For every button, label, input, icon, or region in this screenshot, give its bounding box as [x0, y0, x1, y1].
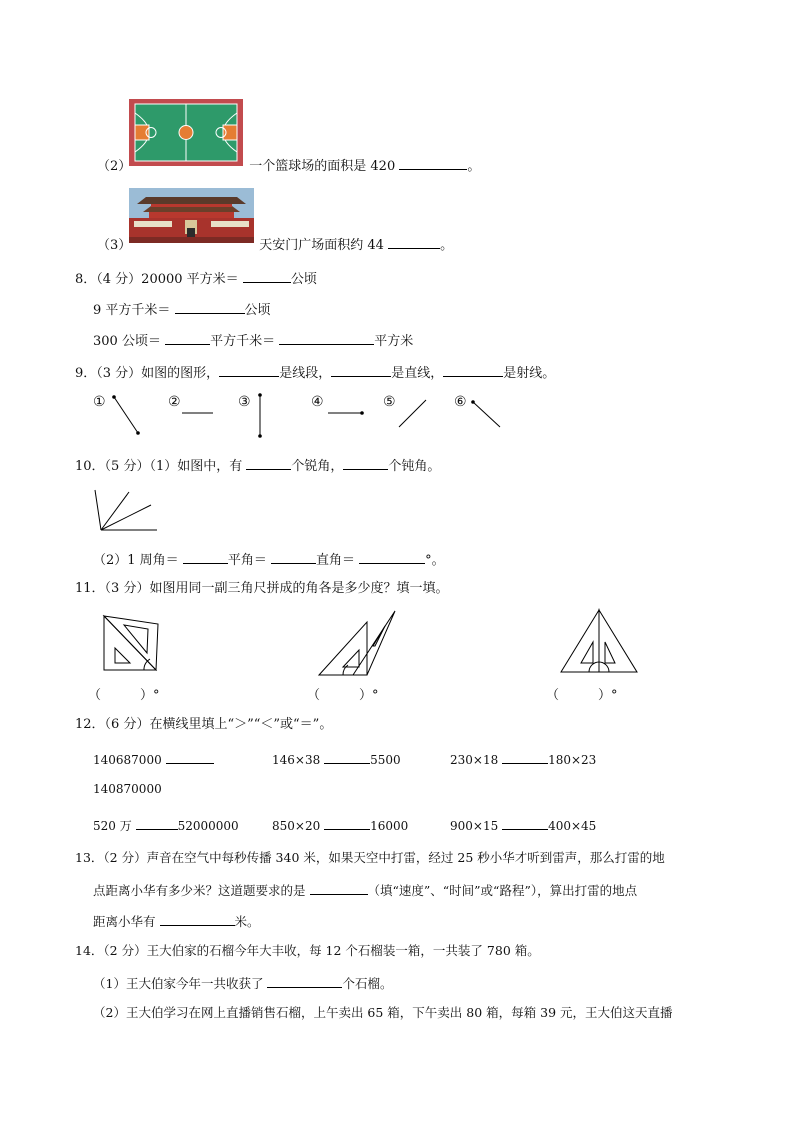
q12-r1-a2: 140870000 [93, 782, 162, 796]
q13-line3-a: 距离小华有 [93, 914, 156, 929]
q12-blank-1[interactable] [166, 749, 214, 764]
q7-part3-blank[interactable] [388, 234, 440, 249]
q8-line2-unit: 公顷 [244, 303, 271, 318]
q9-text-b: 是线段， [279, 366, 332, 381]
q11-figure-2 [315, 608, 400, 678]
q9-label-5: ⑤ [383, 394, 396, 410]
q12-r1-b2: 5500 [370, 753, 401, 767]
q8-line3-unit: 平方米 [374, 334, 414, 349]
q10-line2-right: 直角＝ [315, 553, 355, 568]
q10-blank-flat[interactable] [183, 549, 228, 564]
q11-answer-3[interactable]: （ ）° [546, 688, 618, 703]
q12-blank-4[interactable] [136, 815, 178, 830]
q13-line1: 13．（2 分）声音在空气中每秒传播 340 米，如果天空中打雷，经过 25 秒小华才听到雷声，那么打雷的地 [75, 850, 665, 865]
q9-line-figures [0, 390, 520, 440]
q13-blank-distance[interactable] [160, 911, 235, 926]
q12-r2-a2: 52000000 [177, 819, 239, 833]
q7-part2-text: 一个篮球场的面积是 420 [249, 159, 396, 174]
q7-part3-end: 。 [440, 238, 454, 253]
q8-line3-text: 300 公顷＝ [93, 334, 161, 349]
q12-blank-2[interactable] [324, 749, 370, 764]
q12-r2-b1: 850×20 [272, 819, 321, 833]
q12-blank-3[interactable] [502, 749, 548, 764]
q11-answer-1[interactable]: （ ）° [88, 688, 160, 703]
q8-line2-text: 9 平方千米＝ [93, 303, 171, 318]
q7-part3-text: 天安门广场面积约 44 [259, 238, 384, 253]
q12-r1-c2: 180×23 [548, 753, 597, 767]
q12-r2-b2: 16000 [370, 819, 409, 833]
q8-blank-2[interactable] [175, 299, 245, 314]
q9-blank-line[interactable] [331, 362, 391, 377]
q11-figure-3 [557, 606, 642, 676]
q10-line2-text: （2）1 周角＝ [93, 553, 179, 568]
q10-blank-degree[interactable] [359, 549, 425, 564]
figure-5-line [399, 400, 426, 427]
q11-answer-2[interactable]: （ ）° [307, 688, 379, 703]
q12-r2-c1: 900×15 [450, 819, 499, 833]
figure-3-segment [258, 393, 262, 438]
q10-blank-obtuse[interactable] [343, 455, 388, 470]
figure-6-ray [471, 400, 500, 427]
q12-r1-c1: 230×18 [450, 753, 499, 767]
q13-blank-type[interactable] [310, 880, 368, 895]
q9-label-2: ② [168, 394, 181, 410]
q8-line1-unit: 公顷 [290, 272, 317, 287]
figure-1-segment [112, 395, 140, 435]
q11-question: 11．（3 分）如图用同一副三角尺拼成的角各是多少度？填一填。 [75, 581, 449, 596]
q8-blank-3[interactable] [165, 330, 210, 345]
q10-line2-flat: 平角＝ [227, 553, 267, 568]
q13-line3-b: 米。 [234, 914, 260, 929]
q7-part2-end: 。 [467, 159, 481, 174]
q7-part2-number: （2） [97, 159, 132, 174]
q14-line2-b: 个石榴。 [342, 976, 393, 991]
figure-4-ray [328, 411, 364, 415]
q13-line2-a: 点距离小华有多少米？这道题要求的是 [93, 883, 306, 898]
q13-line2-b: （填“速度”、“时间”或“路程”），算出打雷的地点 [367, 883, 638, 898]
q10-angle-figure [93, 488, 163, 538]
q10-line1-text: 10．（5 分）（1）如图中，有 [75, 459, 243, 474]
q9-label-6: ⑥ [454, 394, 467, 410]
q14-blank-total[interactable] [267, 973, 342, 988]
q8-line1-text: 8．（4 分）20000 平方米＝ [75, 272, 239, 287]
q12-r1-a1: 140687000 [93, 753, 162, 767]
q12-blank-5[interactable] [324, 815, 370, 830]
q10-line1-end: 个钝角。 [388, 459, 441, 474]
q14-line2-a: （1）王大伯家今年一共收获了 [93, 976, 264, 991]
q8-blank-4[interactable] [279, 330, 374, 345]
q10-blank-acute[interactable] [246, 455, 291, 470]
q12-question: 12．（6 分）在横线里填上“＞”“＜”或“＝”。 [75, 717, 333, 732]
q7-part2-blank[interactable] [399, 155, 467, 170]
q10-line1-mid: 个锐角， [291, 459, 344, 474]
q12-blank-6[interactable] [502, 815, 548, 830]
q12-r2-a1: 520 万 [93, 819, 132, 833]
q12-r1-b1: 146×38 [272, 753, 321, 767]
q11-figure-1 [100, 610, 170, 675]
q10-line2-end: °。 [425, 553, 445, 568]
q14-line3: （2）王大伯学习在网上直播销售石榴，上午卖出 65 箱，下午卖出 80 箱，每箱 39 元，王大伯这天直播 [93, 1005, 673, 1020]
q9-label-3: ③ [238, 394, 251, 410]
q9-label-1: ① [93, 394, 106, 410]
q7-part3-number: （3） [97, 238, 132, 253]
q8-blank-1[interactable] [243, 268, 291, 283]
q9-text-d: 是射线。 [503, 366, 556, 381]
q8-line3-mid: 平方千米＝ [210, 334, 276, 349]
q9-text-a: 9．（3 分）如图的图形， [75, 366, 220, 381]
q14-line1: 14．（2 分）王大伯家的石榴今年大丰收，每 12 个石榴装一箱，一共装了 780 箱。 [75, 943, 540, 958]
q12-r2-c2: 400×45 [548, 819, 597, 833]
q9-text-c: 是直线， [391, 366, 444, 381]
q9-label-4: ④ [311, 394, 324, 410]
q9-blank-segment[interactable] [219, 362, 279, 377]
q10-blank-right[interactable] [271, 549, 316, 564]
q9-blank-ray[interactable] [443, 362, 503, 377]
